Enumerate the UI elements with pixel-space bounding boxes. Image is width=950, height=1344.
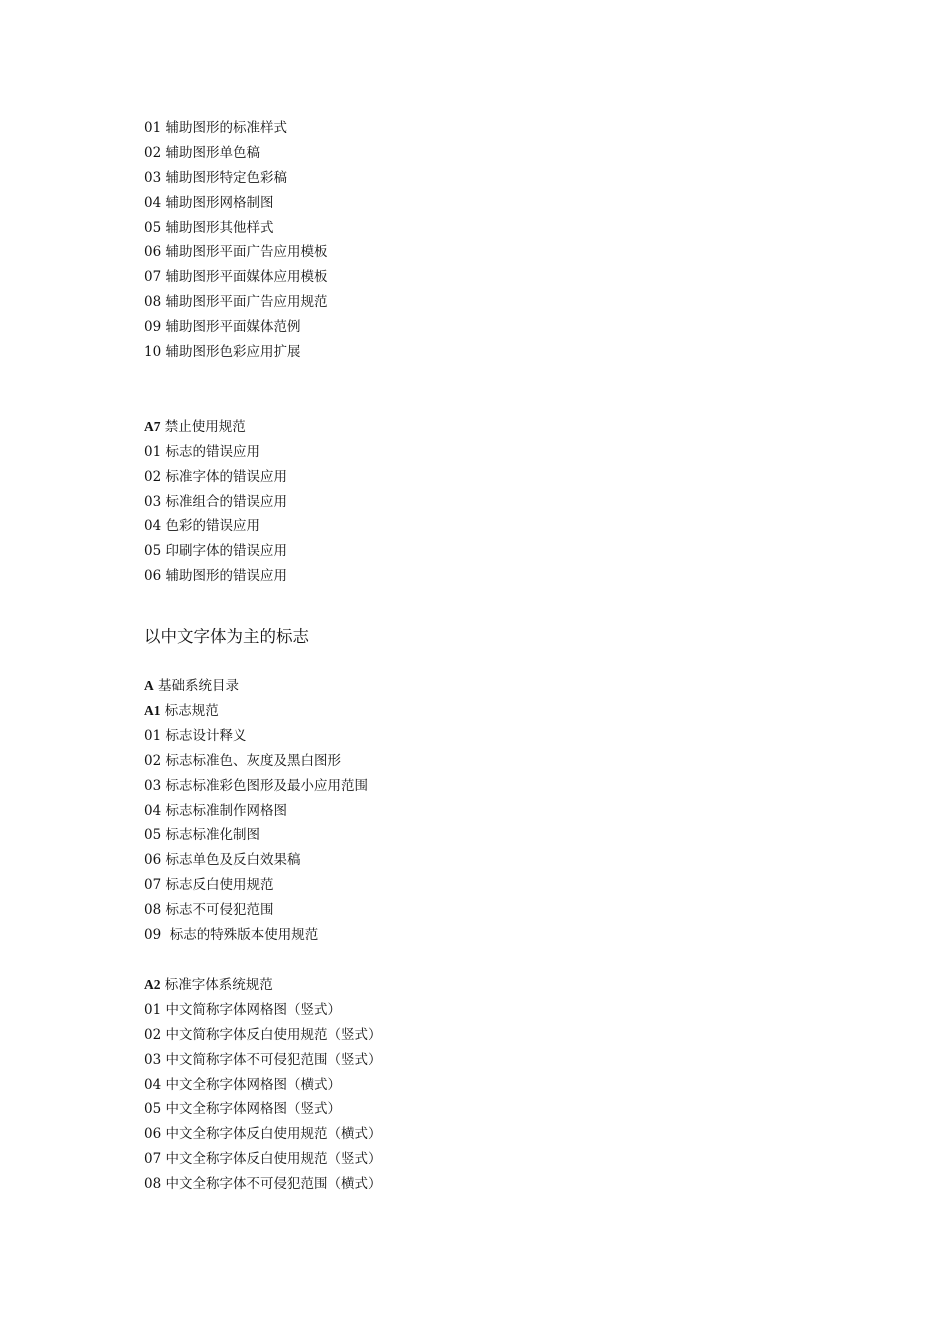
list-item: 01 辅助图形的标准样式 xyxy=(144,120,287,136)
list-item: 04 辅助图形网格制图 xyxy=(144,194,274,211)
heading-a xyxy=(144,674,844,699)
heading-code: A7 xyxy=(144,418,161,434)
list-item: 04 色彩的错误应用 xyxy=(144,518,260,535)
list-item: 03 标准组合的错误应用 xyxy=(144,493,287,510)
heading-title: 禁止使用规范 xyxy=(160,418,246,435)
list-item: 04 中文全称字体网格图（横式） xyxy=(144,1076,341,1093)
list-item: 07 辅助图形平面媒体应用模板 xyxy=(144,269,328,286)
list-item: 05 中文全称字体网格图（竖式） xyxy=(144,1101,341,1118)
heading-a7 xyxy=(144,415,844,440)
spacer xyxy=(144,365,844,415)
list-item: 04 标志标准制作网格图 xyxy=(144,802,287,819)
section-title: 以中文字体为主的标志 xyxy=(144,627,309,647)
list-item: 02 标准字体的错误应用 xyxy=(144,468,287,485)
list-item: 02 辅助图形单色稿 xyxy=(144,144,260,161)
list-item: 09 辅助图形平面媒体范例 xyxy=(144,319,301,336)
spacer xyxy=(144,589,844,623)
list-item: 01 中文简称字体网格图（竖式） xyxy=(144,1001,341,1018)
list-item: 06 辅助图形的错误应用 xyxy=(144,568,287,585)
list-item: 08 标志不可侵犯范围 xyxy=(144,902,274,919)
heading-title: 标志规范 xyxy=(160,703,219,720)
list-item: 06 标志单色及反白效果稿 xyxy=(144,852,301,869)
heading-a1 xyxy=(144,699,844,724)
list-item: 01 标志的错误应用 xyxy=(144,443,260,460)
heading-code: A xyxy=(144,678,154,694)
list-item: 07 中文全称字体反白使用规范（竖式） xyxy=(144,1151,382,1168)
list-item: 03 中文简称字体不可侵犯范围（竖式） xyxy=(144,1051,382,1068)
heading-code: A1 xyxy=(144,703,161,719)
list-item: 01 标志设计释义 xyxy=(144,727,247,744)
list-item: 05 标志标准化制图 xyxy=(144,827,260,844)
section-a1 xyxy=(144,674,844,948)
list-item: 02 标志标准色、灰度及黑白图形 xyxy=(144,752,341,769)
section-a2 xyxy=(144,973,844,1197)
list-item: 02 中文简称字体反白使用规范（竖式） xyxy=(144,1026,382,1043)
heading-title: 基础系统目录 xyxy=(153,678,240,695)
list-item: 03 辅助图形特定色彩稿 xyxy=(144,169,287,186)
list-item: 09 标志的特殊版本使用规范 xyxy=(144,927,319,944)
list-item: 05 印刷字体的错误应用 xyxy=(144,543,287,560)
section-a7 xyxy=(144,415,844,589)
list-item: 07 标志反白使用规范 xyxy=(144,877,274,894)
list-item: 03 标志标准彩色图形及最小应用范围 xyxy=(144,777,368,794)
heading-title: 标准字体系统规范 xyxy=(160,976,273,993)
list-item: 08 中文全称字体不可侵犯范围（横式） xyxy=(144,1176,382,1193)
list-a6 xyxy=(144,116,844,365)
spacer xyxy=(144,948,844,973)
list-item: 06 辅助图形平面广告应用模板 xyxy=(144,244,328,261)
list-item: 08 辅助图形平面广告应用规范 xyxy=(144,294,328,311)
document-page xyxy=(144,116,844,1197)
list-item: 10 辅助图形色彩应用扩展 xyxy=(144,344,301,361)
list-item: 05 辅助图形其他样式 xyxy=(144,219,274,236)
list-item: 06 中文全称字体反白使用规范（横式） xyxy=(144,1126,382,1143)
heading-code: A2 xyxy=(144,976,161,992)
heading-a2 xyxy=(144,973,844,998)
